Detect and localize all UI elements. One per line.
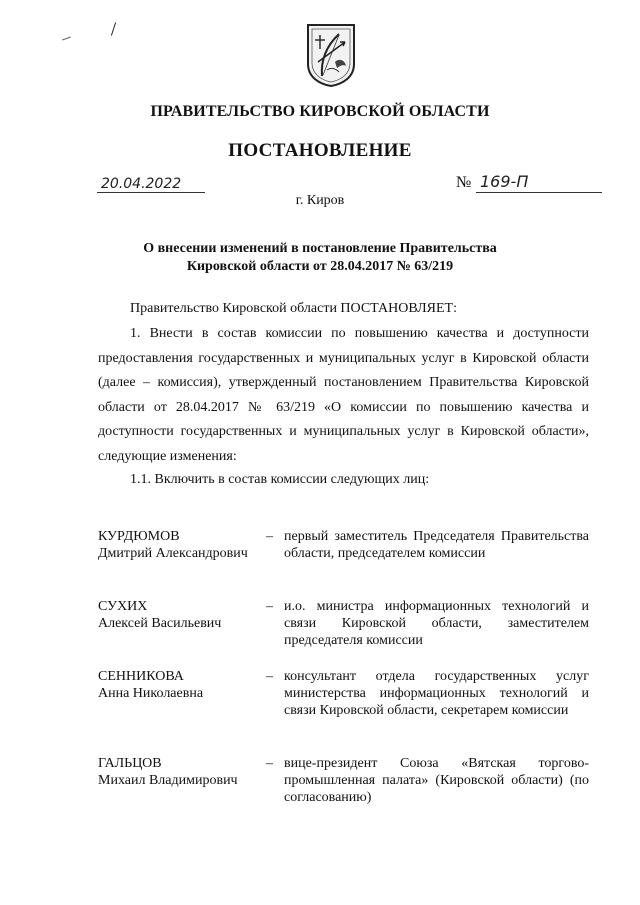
member-role: вице-президент Союза «Вятская торгово-промышленная палата» (Кировской области) (по согласованию) (284, 756, 589, 805)
number-value: 169-П (476, 172, 602, 193)
member-surname: СУХИХ (98, 599, 148, 614)
preamble: Правительство Кировской области ПОСТАНОВЛЯЕТ: (130, 301, 457, 316)
paragraph-1: 1. Внести в состав комиссии по повышению качества и доступности предоставления государственных и муниципальных услуг в Кировской области (далее – комиссия), утвержденный постановлением Правительства Кировской области от 28.04.2017 № 63/219 «О комиссии по повышению качества и доступности государственных и муниципальных услуг в Кировской области», следующие изменения: (98, 326, 589, 464)
document-type: ПОСТАНОВЛЕНИЕ (228, 140, 412, 161)
subject-line: Кировской области от 28.04.2017 № 63/219 (186, 259, 454, 274)
member-name (98, 528, 266, 562)
member-given-names: Анна Николаевна (98, 686, 204, 701)
document-number (456, 172, 598, 192)
city: г. Киров (295, 193, 345, 208)
government-title: ПРАВИТЕЛЬСТВО КИРОВСКОЙ ОБЛАСТИ (150, 103, 490, 120)
number-sign: № (456, 174, 472, 191)
member-entry (98, 528, 589, 562)
document-subject (140, 240, 500, 276)
document-date: 20.04.2022 (97, 176, 205, 193)
subject-line: О внесении изменений в постановление Правительства (143, 241, 497, 256)
member-entry (98, 755, 589, 806)
dash: – (266, 756, 273, 771)
member-name (98, 668, 266, 719)
member-given-names: Михаил Владимирович (98, 773, 238, 788)
dash: – (266, 599, 273, 614)
member-surname: ГАЛЬЦОВ (98, 756, 162, 771)
member-role: консультант отдела государственных услуг министерства информационных технологий и связи Кировской области, секретарем комиссии (284, 669, 589, 718)
member-name (98, 755, 266, 806)
member-role: и.о. министра информационных технологий и связи Кировской области, заместителем председателя комиссии (284, 599, 589, 648)
member-surname: КУРДЮМОВ (98, 529, 180, 544)
member-surname: СЕННИКОВА (98, 669, 184, 684)
member-given-names: Алексей Васильевич (98, 616, 222, 631)
member-name (98, 598, 266, 649)
member-entry (98, 598, 589, 649)
paragraph-1-1: 1.1. Включить в состав комиссии следующих лиц: (130, 472, 430, 487)
stray-pen-mark (111, 22, 116, 36)
stray-pen-mark (62, 36, 71, 40)
dash: – (266, 529, 273, 544)
member-entry (98, 668, 589, 719)
member-given-names: Дмитрий Александрович (98, 546, 248, 561)
coat-of-arms-emblem (305, 22, 357, 88)
dash: – (266, 669, 273, 684)
member-role: первый заместитель Председателя Правительства области, председателем комиссии (284, 529, 589, 561)
